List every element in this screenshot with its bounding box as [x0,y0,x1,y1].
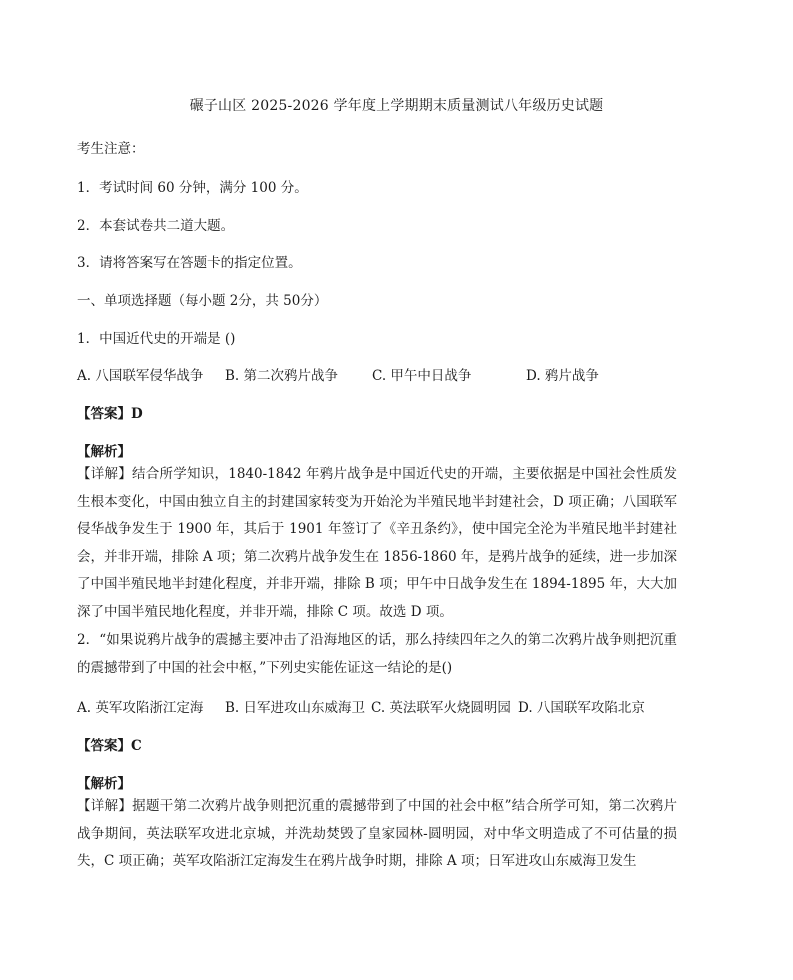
notice-item-2: 2．本套试卷共二道大题。 [77,218,235,234]
option-a: A. 八国联军侵华战争 [77,368,204,384]
question-2-detail: 【详解】据题干第二次鸦片战争则把沉重的震撼带到了中国的社会中枢”结合所学可知，第二次鸦片战争期间，英法联军攻进北京城，并洗劫焚毁了皇家园林-圆明园，对中华文明造成了不可估量的损失，C 项正确；英军攻陷浙江定海发生在鸦片战争时期，排除 A 项；日军进攻山东威海卫发生 [77,798,677,869]
notice-item-1: 1．考试时间 60 分钟，满分 100 分。 [77,180,308,196]
section-heading: 一、单项选择题（每小题 2分，共 50分） [77,293,328,309]
question-1-analysis-label: 【解析】 [77,444,131,460]
option-b: B. 日军进攻山东威海卫 [225,700,366,716]
question-1-answer: 【答案】D [77,406,143,422]
notice-item-3: 3．请将答案写在答题卡的指定位置。 [77,255,302,271]
question-1-detail: 【详解】结合所学知识，1840-1842 年鸦片战争是中国近代史的开端，主要依据是中国社会性质发生根本变化，中国由独立自主的封建国家转变为开始沦为半殖民地半封建社会，D 项正确；八国联军侵华战争发生于 1900 年，其后于 1901 年签订了《辛丑条约》，使中国完全沦为半殖民地半封建社会，并非开端，排除 A 项；第二次鸦片战争发生在 1856-1860 年，是鸦片战争的延续，进一步加深了中国半殖民地半封建化程度，并非开端，排除 B 项；甲午中日战争发生在 1894-1895 年，大大加深了中国半殖民地化程度，并非开端，排除 C 项。故选 D 项。 [77,466,677,620]
option-c: C. 甲午中日战争 [372,368,472,384]
question-2-stem: 2．“如果说鸦片战争的震撼主要冲击了沿海地区的话，那么持续四年之久的第二次鸦片战争则把沉重的震撼带到了中国的社会中枢，”下列史实能佐证这一结论的是() [77,632,677,676]
option-b: B. 第二次鸦片战争 [225,368,339,384]
question-1-stem: 1．中国近代史的开端是 () [77,331,236,347]
option-d: D. 鸦片战争 [526,368,599,384]
question-2-analysis-label: 【解析】 [77,776,131,792]
option-d: D. 八国联军攻陷北京 [518,700,645,716]
option-c: C. 英法联军火烧圆明园 [371,700,511,716]
notice-heading: 考生注意： [77,141,145,157]
exam-title: 碾子山区 2025-2026 学年度上学期期末质量测试八年级历史试题 [189,98,604,114]
question-2-answer: 【答案】C [77,738,142,754]
option-a: A. 英军攻陷浙江定海 [77,700,204,716]
